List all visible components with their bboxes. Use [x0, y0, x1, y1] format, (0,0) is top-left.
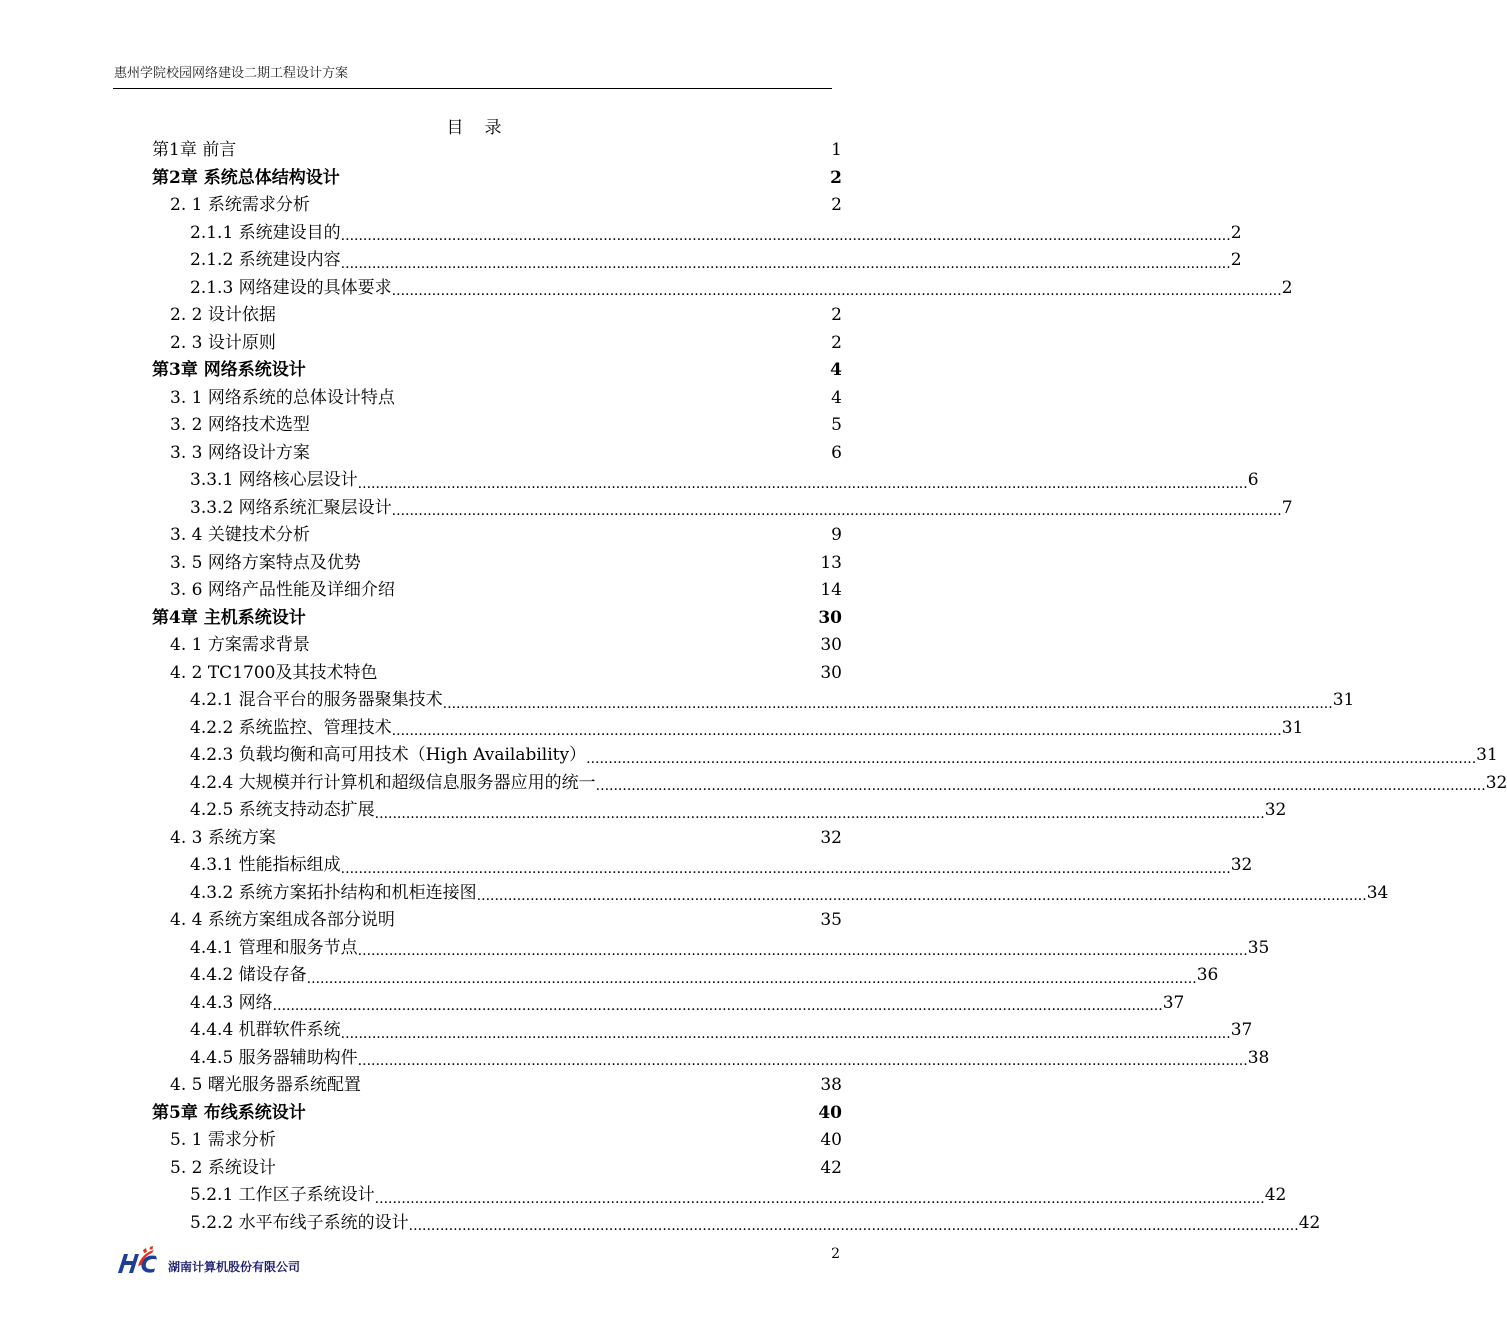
- toc-entry-page: 6: [1247, 470, 1259, 490]
- toc-entry-page: 34: [1366, 882, 1389, 903]
- toc-entry-page: 4: [831, 387, 842, 408]
- toc-entry-level3[interactable]: [152, 220, 1242, 248]
- toc-entry-level3[interactable]: [152, 1045, 1270, 1073]
- toc-entry-text: 3.3.2 网络系统汇聚层设计: [190, 497, 392, 518]
- header-rule: [113, 88, 832, 89]
- toc-entry-text: 4.2.5 系统支持动态扩展: [190, 800, 375, 820]
- toc-leader-dots: ........................................................................................................................................................................................................: [595, 778, 1486, 794]
- toc-entry-text: 5. 1 需求分析: [170, 1130, 276, 1150]
- toc-entry-level2[interactable]: [152, 192, 842, 220]
- toc-entry-level2[interactable]: [152, 385, 842, 413]
- toc-entry-page: 40: [818, 1102, 842, 1123]
- toc-entry-page: 14: [820, 580, 842, 600]
- toc-entry-text: 4. 1 方案需求背景: [170, 635, 310, 655]
- toc-entry-page: 38: [1247, 1047, 1270, 1068]
- toc-entry-page: 30: [820, 635, 842, 655]
- toc-entry-page: 7: [1281, 497, 1293, 518]
- toc-entry-text: 3. 2 网络技术选型: [170, 415, 310, 435]
- toc-entry-level1[interactable]: [152, 165, 842, 193]
- toc-leader-dots: ........................................................................................................................................................................................................: [306, 970, 1197, 987]
- toc-entry-page: 2: [831, 332, 842, 353]
- toc-entry-page: 32: [1485, 772, 1507, 793]
- toc-entry-level3[interactable]: [152, 495, 1293, 523]
- toc-entry-page: 30: [820, 662, 842, 683]
- toc-entry-page: 35: [820, 910, 842, 930]
- toc-entry-level2[interactable]: [152, 440, 842, 468]
- toc-entry-level3[interactable]: [152, 467, 1259, 495]
- company-logo-icon: [116, 1246, 168, 1276]
- page-number: 2: [831, 1246, 840, 1262]
- toc-entry-level3[interactable]: [152, 1210, 1321, 1238]
- toc-entry-level3[interactable]: [152, 247, 1242, 275]
- toc-entry-level2[interactable]: [152, 330, 842, 358]
- toc-leader-dots: ........................................................................................................................................................................................................: [340, 228, 1231, 244]
- toc-entry-text: 4.4.5 服务器辅助构件: [190, 1047, 358, 1068]
- toc-entry-level3[interactable]: [152, 742, 1498, 770]
- toc-entry-page: 31: [1332, 690, 1355, 710]
- toc-entry-level2[interactable]: [152, 660, 842, 688]
- toc-entry-text: 5.2.2 水平布线子系统的设计: [190, 1212, 409, 1233]
- toc-entry-page: 42: [1298, 1212, 1321, 1233]
- toc-entry-level2[interactable]: [152, 412, 842, 440]
- toc-entry-text: 4.2.3 负载均衡和高可用技术（High Availability）: [190, 745, 587, 765]
- toc-entry-page: 2: [831, 195, 842, 215]
- toc-entry-text: 4.3.1 性能指标组成: [190, 855, 341, 875]
- toc-leader-dots: ........................................................................................................................................................................................................: [357, 1053, 1248, 1069]
- toc-entry-text: 4. 4 系统方案组成各部分说明: [170, 910, 395, 930]
- toc-leader-dots: ........................................................................................................................................................................................................: [357, 475, 1248, 492]
- toc-entry-level3[interactable]: [152, 1182, 1287, 1210]
- toc-entry-page: 2: [1230, 222, 1242, 243]
- toc-entry-level3[interactable]: [152, 715, 1304, 743]
- toc-entry-page: 37: [1162, 992, 1185, 1013]
- toc-entry-level3[interactable]: [152, 990, 1185, 1018]
- toc-entry-level3[interactable]: [152, 1017, 1253, 1045]
- header-title: 惠州学院校园网络建设二期工程设计方案: [114, 66, 349, 81]
- toc-entry-text: 5.2.1 工作区子系统设计: [190, 1185, 375, 1205]
- toc-entry-page: 32: [1230, 855, 1253, 875]
- toc-entry-level2[interactable]: [152, 825, 842, 853]
- toc-leader-dots: ........................................................................................................................................................................................................: [340, 1025, 1231, 1042]
- toc-entry-page: 35: [1247, 937, 1270, 958]
- toc-leader-dots: ........................................................................................................................................................................................................: [340, 860, 1231, 877]
- toc-entry-text: 第2章 系统总体结构设计: [152, 167, 340, 188]
- toc-entry-level2[interactable]: [152, 1072, 842, 1100]
- toc-entry-text: 2.1.2 系统建设内容: [190, 250, 341, 270]
- toc-leader-dots: ........................................................................................................................................................................................................: [442, 695, 1333, 712]
- toc-leader-dots: ........................................................................................................................................................................................................: [374, 805, 1265, 822]
- footer: [116, 1246, 300, 1276]
- toc-entry-text: 第1章 前言: [152, 140, 237, 160]
- toc-entry-page: 6: [831, 442, 842, 463]
- toc-entry-text: 4.4.3 网络: [190, 992, 273, 1013]
- toc-entry-text: 4.4.2 储设存备: [190, 965, 307, 985]
- toc-leader-dots: ........................................................................................................................................................................................................: [586, 750, 1477, 767]
- toc-entry-level2[interactable]: [152, 550, 842, 578]
- toc-entry-page: 4: [830, 360, 842, 380]
- toc-entry-page: 2: [1281, 277, 1293, 298]
- toc-entry-text: 5. 2 系统设计: [170, 1157, 276, 1178]
- toc-entry-page: 1: [831, 140, 842, 160]
- toc-entry-level3[interactable]: [152, 275, 1293, 303]
- toc-entry-text: 3.3.1 网络核心层设计: [190, 470, 358, 490]
- toc-entry-text: 3. 6 网络产品性能及详细介绍: [170, 580, 395, 600]
- toc-entry-page: 38: [820, 1075, 842, 1095]
- toc-entry-text: 第3章 网络系统设计: [152, 360, 306, 380]
- toc-entry-level3[interactable]: [152, 962, 1219, 990]
- toc-leader-dots: ........................................................................................................................................................................................................: [357, 943, 1248, 959]
- toc-entry-text: 第5章 布线系统设计: [152, 1102, 306, 1123]
- toc-entry-level3[interactable]: [152, 770, 1507, 798]
- toc-entry-level2[interactable]: [152, 1155, 842, 1183]
- toc-entry-page: 30: [818, 607, 842, 628]
- company-name: 湖南计算机股份有限公司: [168, 1260, 301, 1274]
- table-of-contents: [152, 137, 1507, 1237]
- toc-entry-text: 4. 3 系统方案: [170, 827, 276, 848]
- toc-leader-dots: ........................................................................................................................................................................................................: [391, 723, 1282, 739]
- toc-leader-dots: ........................................................................................................................................................................................................: [374, 1190, 1265, 1207]
- toc-entry-text: 3. 1 网络系统的总体设计特点: [170, 387, 395, 408]
- toc-entry-text: 第4章 主机系统设计: [152, 607, 306, 628]
- toc-entry-level3[interactable]: [152, 880, 1389, 908]
- toc-entry-page: 37: [1230, 1020, 1253, 1040]
- toc-entry-text: 2.1.3 网络建设的具体要求: [190, 277, 392, 298]
- toc-leader-dots: ........................................................................................................................................................................................................: [391, 283, 1282, 299]
- toc-entry-text: 4.4.1 管理和服务节点: [190, 937, 358, 958]
- toc-entry-page: 31: [1281, 717, 1304, 738]
- toc-leader-dots: ........................................................................................................................................................................................................: [340, 255, 1231, 272]
- toc-entry-level1[interactable]: [152, 357, 842, 385]
- toc-entry-level1[interactable]: [152, 137, 842, 165]
- toc-entry-page: 40: [820, 1130, 842, 1150]
- toc-leader-dots: ........................................................................................................................................................................................................: [408, 1218, 1299, 1234]
- toc-entry-text: 4.4.4 机群软件系统: [190, 1020, 341, 1040]
- toc-entry-page: 5: [831, 415, 842, 435]
- toc-entry-page: 9: [831, 525, 842, 545]
- toc-entry-text: 4.3.2 系统方案拓扑结构和机柜连接图: [190, 882, 477, 903]
- toc-entry-text: 2. 2 设计依据: [170, 305, 276, 325]
- toc-entry-text: 3. 5 网络方案特点及优势: [170, 552, 361, 573]
- toc-entry-page: 32: [820, 827, 842, 848]
- toc-entry-page: 2: [831, 305, 842, 325]
- toc-entry-level2[interactable]: [152, 1127, 842, 1155]
- toc-entry-text: 2. 3 设计原则: [170, 332, 276, 353]
- toc-entry-level3[interactable]: [152, 935, 1270, 963]
- toc-entry-page: 2: [1230, 250, 1242, 270]
- toc-leader-dots: ........................................................................................................................................................................................................: [272, 998, 1163, 1014]
- toc-leader-dots: ........................................................................................................................................................................................................: [476, 888, 1367, 904]
- toc-title: 目 录: [446, 118, 504, 138]
- toc-entry-text: 2.1.1 系统建设目的: [190, 222, 341, 243]
- toc-leader-dots: ........................................................................................................................................................................................................: [391, 503, 1282, 519]
- toc-entry-page: 32: [1264, 800, 1287, 820]
- toc-entry-text: 4.2.1 混合平台的服务器聚集技术: [190, 690, 443, 710]
- toc-entry-level1[interactable]: [152, 1100, 842, 1128]
- toc-entry-level3[interactable]: [152, 797, 1287, 825]
- toc-entry-text: 4. 2 TC1700及其技术特色: [170, 662, 378, 683]
- toc-entry-text: 4. 5 曙光服务器系统配置: [170, 1075, 361, 1095]
- toc-entry-text: 3. 4 关键技术分析: [170, 525, 310, 545]
- toc-entry-level2[interactable]: [152, 577, 842, 605]
- toc-entry-level2[interactable]: [152, 522, 842, 550]
- toc-entry-page: 42: [1264, 1185, 1287, 1205]
- toc-entry-text: 4.2.4 大规模并行计算机和超级信息服务器应用的统一: [190, 772, 596, 793]
- toc-entry-level3[interactable]: [152, 687, 1355, 715]
- toc-entry-level2[interactable]: [152, 907, 842, 935]
- toc-entry-text: 2. 1 系统需求分析: [170, 195, 310, 215]
- toc-entry-text: 3. 3 网络设计方案: [170, 442, 310, 463]
- toc-entry-page: 36: [1196, 965, 1219, 985]
- toc-entry-level3[interactable]: [152, 852, 1253, 880]
- toc-entry-level2[interactable]: [152, 632, 842, 660]
- toc-entry-level2[interactable]: [152, 302, 842, 330]
- toc-entry-text: 4.2.2 系统监控、管理技术: [190, 717, 392, 738]
- toc-entry-level1[interactable]: [152, 605, 842, 633]
- toc-entry-page: 13: [820, 552, 842, 573]
- toc-entry-page: 31: [1476, 745, 1498, 765]
- toc-entry-page: 42: [820, 1157, 842, 1178]
- toc-entry-page: 2: [830, 167, 842, 188]
